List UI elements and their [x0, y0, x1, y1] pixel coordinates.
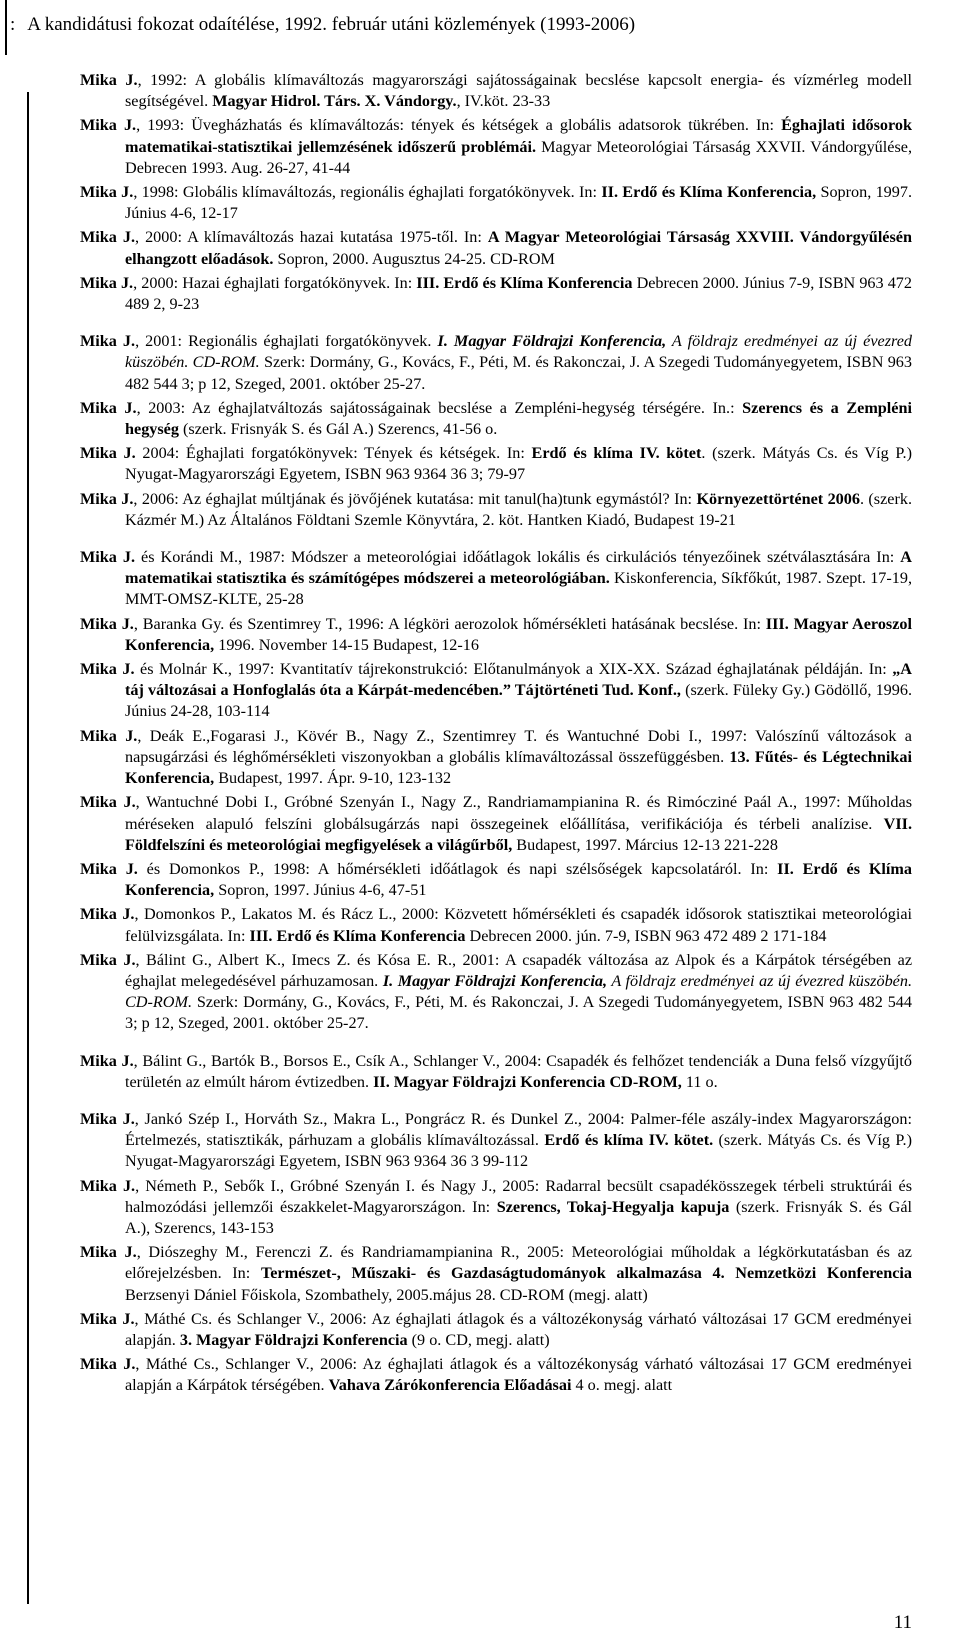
entry-text: , Domonkos P., Lakatos M. és Rácz L., 2000: Közvetett hőmérsékleti és csapadék idősorok statisztikai meteorológiai felülvizsgálata. In:	[125, 905, 912, 945]
section-heading	[10, 14, 635, 36]
bibliography-entry	[80, 726, 912, 790]
entry-text: Budapest, 1997. Március 12-13 221-228	[512, 835, 778, 854]
entry-text: III. Erdő és Klíma Konferencia	[249, 926, 466, 945]
entry-author: Mika J.	[80, 228, 136, 247]
entry-text: , Baranka Gy. és Szentimrey T., 1996: A légköri aerozolok hőmérsékleti hatásának becslése. In:	[133, 614, 766, 633]
entry-text: , Máthé Cs. és Schlanger V., 2006: Az éghajlati átlagok és a változékonyság várható változásai 17 GCM eredményei alapján.	[125, 1309, 913, 1349]
bibliography-entry	[80, 1051, 912, 1093]
margin-change-bar	[27, 604, 29, 1604]
entry-text: , Bálint G., Albert K., Imecs Z. és Kósa E. R., 2001: A csapadék változása az Alpok és a Kárpátok térségében az éghajlat melegedésével párhuzamosan.	[125, 950, 913, 990]
entry-author: Mika J.	[80, 1309, 135, 1328]
entry-text: Magyar Meteorológiai Társaság XXVII. Vándorgyűlése, Debrecen 1993. Aug. 26-27, 41-44	[125, 137, 912, 177]
entry-text: Sopron, 2000. Augusztus 24-25. CD-ROM	[273, 249, 555, 268]
entry-text: Erdő és klíma IV. kötet	[531, 444, 702, 463]
entry-text: , Bálint G., Bartók B., Borsos E., Csík A., Schlanger V., 2004: Csapadék és felhőzet tendenciák a Duna felső vízgyűjtő területén az elmúlt három évtizedben.	[125, 1051, 912, 1091]
entry-text: , 1993: Üvegházhatás és klímaváltozás: tények és kétségek a globális adatsorok tükrében. In:	[136, 116, 782, 135]
bibliography-entry	[80, 489, 912, 531]
entry-author: Mika J.	[80, 332, 136, 351]
entry-author: Mika J.	[80, 905, 135, 924]
entry-text: Sopron, 1997. Június 4-6, 12-17	[125, 183, 913, 223]
bibliography-entry	[80, 398, 912, 440]
entry-text: A matematikai statisztika és számítógépes módszerei a meteorológiában.	[125, 548, 912, 588]
entry-text: Szerencs, Tokaj-Hegyalja kapuja	[496, 1197, 730, 1216]
bibliography-entry	[80, 1354, 912, 1396]
entry-text: , Deák E.,Fogarasi J., Kövér B., Nagy Z., Szentimrey T. és Wantuchné Dobi I., 1997: Valószínű változások a napsugárzási és léghőmérsékleti viszonyokban a globális klímaváltozással összefüggésben.	[125, 726, 912, 766]
entry-author: Mika J.	[80, 726, 138, 745]
bibliography-entry	[80, 659, 912, 723]
entry-text: III. Magyar Aeroszol Konferencia,	[125, 614, 912, 654]
entry-author: Mika J.	[80, 660, 135, 679]
entry-text: (szerk. Frisnyák S. és Gál A.), Szerencs, 143-153	[125, 1197, 913, 1237]
bibliography-entry	[80, 904, 912, 946]
bibliography-entry	[80, 273, 912, 315]
entry-author: Mika J.	[80, 116, 137, 135]
entry-author: Mika J.	[80, 614, 134, 633]
bibliography-entry	[80, 792, 912, 856]
bibliography-entry	[80, 331, 912, 395]
entry-text: (9 o. CD, megj. alatt)	[407, 1330, 550, 1349]
entry-text: VII. Földfelszíni és meteorológiai megfigyelések a világűrből,	[125, 814, 912, 854]
entry-text: A Magyar Meteorológiai Társaság XXVIII. Vándorgyűlésén elhangzott előadások.	[125, 228, 912, 268]
entry-text: , Máthé Cs., Schlanger V., 2006: Az éghajlati átlagok és a változékonyság várható változásai 17 GCM eredményei alapján a Kárpátok térségében.	[125, 1355, 912, 1395]
entry-text: . (szerk. Kázmér M.) Az Általános Földtani Szemle Könyvtára, 2. köt. Hantken Kiadó, Budapest 19-21	[125, 489, 913, 529]
entry-text: . (szerk. Mátyás Cs. és Víg P.) Nyugat-Magyarországi Egyetem, ISBN 963 9364 36 3; 79-97	[125, 444, 912, 484]
entry-text: „A táj változásai a Honfoglalás óta a Kárpát-medencében.” Tájtörténeti Tud. Konf.,	[125, 660, 912, 700]
entry-text: , Németh P., Sebők I., Gróbné Szenyán I. és Nagy J., 2005: Radarral becsült csapadékösszegek térbeli struktúrái és halmozódási jellemzői északkelet-Magyarországon. In:	[125, 1176, 912, 1216]
bibliography-entry	[80, 1176, 912, 1240]
entry-text: (szerk. Füleky Gy.) Gödöllő, 1996. Június 24-28, 103-114	[125, 681, 912, 721]
entry-text: , 2000: A klímaváltozás hazai kutatása 1975-től. In:	[135, 228, 488, 247]
entry-author: Mika J.	[80, 489, 134, 508]
margin-change-bar	[5, 0, 7, 55]
entry-author: Mika J.	[80, 793, 136, 812]
entry-text: Szerk: Dormány, G., Kovács, F., Péti, M. és Rakonczai, J. A Szegedi Tudományegyetem, ISBN 963 482 544 3; p 12, Szeged, 2001. október 25-27.	[125, 353, 912, 393]
entry-author: Mika J.	[80, 859, 138, 878]
entry-text: III. Erdő és Klíma Konferencia	[416, 273, 633, 292]
entry-text: és Molnár K., 1997: Kvantitatív tájrekonstrukció: Előtanulmányok a XIX-XX. Század éghajlatának példáján. In:	[134, 660, 893, 679]
margin-change-bar	[27, 92, 29, 604]
entry-text: , 1992: A globális klímaváltozás magyarországi sajátosságainak becslése kapcsolt energia- és vízmérleg modell segítségével.	[125, 71, 913, 111]
entry-text: Debrecen 2000. jún. 7-9, ISBN 963 472 489 2 171-184	[465, 926, 827, 945]
entry-author: Mika J.	[80, 273, 134, 292]
entry-text: Debrecen 2000. Június 7-9, ISBN 963 472 489 2, 9-23	[125, 273, 912, 314]
bibliography-entry	[80, 1109, 912, 1173]
entry-text: , Diószeghy M., Ferenczi Z. és Randriamampianina R., 2005: Meteorológiai műholdak a légkörkutatásban és az előrejelzésben. In:	[125, 1243, 912, 1283]
entry-text: Magyar Hidrol. Társ. X. Vándorgy.	[212, 92, 457, 111]
entry-text: A földrajz eredményei az új évezred küszöbén. CD-ROM.	[125, 332, 912, 372]
bibliography-entry	[80, 227, 912, 269]
entry-text: és Korándi M., 1987: Módszer a meteorológiai időátlagok lokális és cirkulációs tényezőinek szétválasztására In:	[135, 548, 901, 567]
entry-text: Erdő és klíma IV. kötet.	[544, 1131, 714, 1150]
entry-text: I. Magyar Földrajzi Konferencia,	[437, 332, 667, 351]
bibliography-entry	[80, 182, 912, 224]
bibliography-entry	[80, 1309, 912, 1351]
bibliography-list	[80, 70, 912, 1400]
entry-text: 11 o.	[681, 1072, 718, 1091]
entry-author: Mika J.	[80, 1109, 135, 1128]
entry-text: és Domonkos P., 1998: A hőmérsékleti időátlagok és napi szélsőségek kapcsolatáról. In:	[137, 859, 778, 878]
entry-text: Szerencs és a Zempléni hegység	[125, 398, 912, 439]
entry-author: Mika J.	[80, 950, 136, 969]
entry-author: Mika J.	[80, 1051, 134, 1070]
entry-text: , 2001: Regionális éghajlati forgatókönyvek.	[135, 332, 438, 351]
entry-text: Szerk: Dormány, G., Kovács, F., Péti, M. és Rakonczai, J. A Szegedi Tudományegyetem, ISBN 963 482 544 3; p 12, Szeged, 2001. október 25-27.	[125, 993, 912, 1033]
entry-text: Sopron, 1997. Június 4-6, 47-51	[214, 881, 427, 900]
entry-author: Mika J.	[80, 444, 136, 463]
entry-text: Kiskonferencia, Síkfőkút, 1987. Szept. 17-19, MMT-OMSZ-KLTE, 25-28	[125, 569, 913, 609]
heading-text: A kandidátusi fokozat odaítélése, 1992. február utáni közlemények (1993-2006)	[27, 14, 636, 35]
page-number: 11	[893, 1612, 912, 1633]
entry-author: Mika J.	[80, 548, 136, 567]
entry-author: Mika J.	[80, 71, 138, 89]
bibliography-entry	[80, 614, 912, 656]
entry-text: , 1998: Globális klímaváltozás, regionális éghajlati forgatókönyvek. In:	[133, 183, 602, 202]
entry-text: 2004: Éghajlati forgatókönyvek: Tények és kétségek. In:	[135, 444, 532, 463]
entry-author: Mika J.	[80, 1355, 136, 1374]
entry-text: A földrajz eredményei az új évezred küszöbén. CD-ROM.	[125, 971, 912, 1012]
bibliography-entry	[80, 950, 912, 1035]
entry-text: 3. Magyar Földrajzi Konferencia	[179, 1330, 408, 1349]
entry-text: Éghajlati idősorok matematikai-statisztikai jellemzésének időszerű problémái.	[125, 116, 913, 156]
entry-text: , Jankó Szép I., Horváth Sz., Makra L., Pongrácz R. és Dunkel Z., 2004: Palmer-féle aszály-index Magyarországon: Értelmezés, statisztikák, párhuzam a globális klímaváltozással.	[125, 1109, 912, 1150]
entry-text: Környezettörténet 2006	[696, 489, 860, 508]
entry-text: Budapest, 1997. Ápr. 9-10, 123-132	[214, 769, 452, 788]
entry-text: II. Erdő és Klíma Konferencia,	[125, 859, 913, 900]
entry-author: Mika J.	[80, 398, 137, 417]
entry-text: Természet-, Műszaki- és Gazdaságtudományok alkalmazása 4. Nemzetközi Konferencia	[260, 1264, 912, 1283]
entry-author: Mika J.	[80, 183, 134, 202]
entry-text: , 2006: Az éghajlat múltjának és jövőjének kutatása: mit tanul(ha)tunk egymástól? In:	[133, 489, 697, 508]
bibliography-entry	[80, 859, 912, 901]
entry-author: Mika J.	[80, 1243, 137, 1262]
heading-prefix: :	[10, 14, 16, 35]
entry-text: 4 o. megj. alatt	[571, 1376, 673, 1395]
entry-author: Mika J.	[80, 1176, 136, 1195]
entry-text: II. Magyar Földrajzi Konferencia CD-ROM,	[373, 1072, 682, 1091]
entry-text: (szerk. Mátyás Cs. és Víg P.) Nyugat-Magyarországi Egyetem, ISBN 963 9364 36 3 99-112	[125, 1131, 912, 1171]
entry-text: II. Erdő és Klíma Konferencia,	[601, 183, 817, 202]
entry-text: I. Magyar Földrajzi Konferencia,	[382, 971, 608, 990]
entry-text: (szerk. Frisnyák S. és Gál A.) Szerencs, 41-56 o.	[178, 420, 498, 439]
entry-text: 13. Fűtés- és Légtechnikai Konferencia,	[125, 747, 913, 788]
entry-text: , Wantuchné Dobi I., Gróbné Szenyán I., Nagy Z., Randriamampianina R. és Rimócziné Paál A., 1997: Műholdas méréseken alapuló felszíni globálsugárzás napi összegeinek előállítása, verifikációja és térbeli analízise.	[125, 793, 913, 833]
bibliography-entry	[80, 443, 912, 485]
entry-text: Berzsenyi Dániel Főiskola, Szombathely, 2005.május 28. CD-ROM (megj. alatt)	[125, 1285, 648, 1304]
bibliography-entry	[80, 1242, 912, 1306]
bibliography-entry	[80, 115, 912, 179]
bibliography-entry	[80, 70, 912, 112]
bibliography-entry	[80, 547, 912, 611]
entry-text: Vahava Zárókonferencia Előadásai	[328, 1376, 572, 1395]
entry-text: , 2003: Az éghajlatváltozás sajátosságainak becslése a Zempléni-hegység térségére. In.:	[136, 398, 743, 417]
entry-text: , IV.köt. 23-33	[456, 92, 551, 111]
entry-text: , 2000: Hazai éghajlati forgatókönyvek. In:	[133, 273, 417, 292]
entry-text: 1996. November 14-15 Budapest, 12-16	[214, 635, 479, 654]
